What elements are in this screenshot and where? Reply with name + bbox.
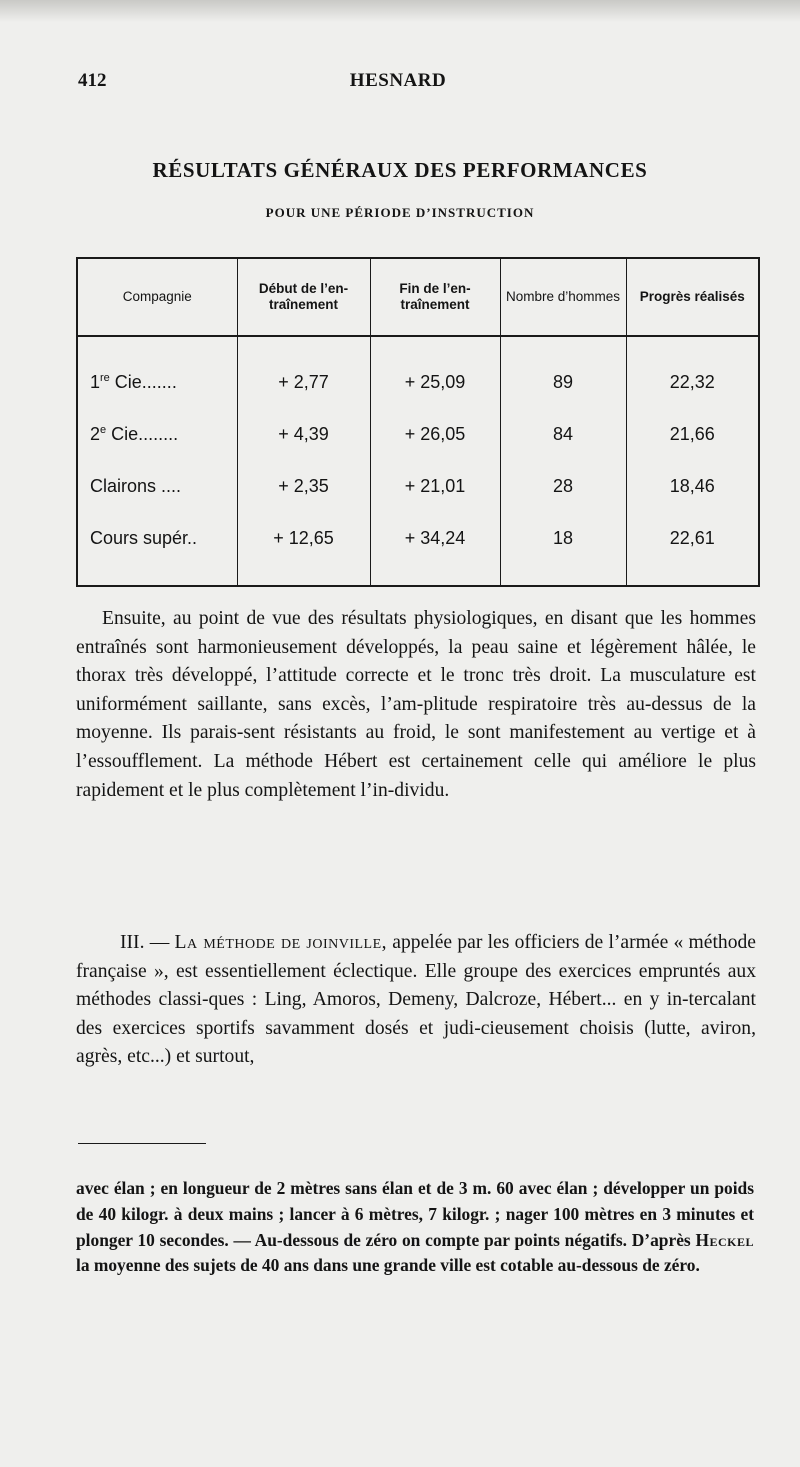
- cell-count: 28: [500, 460, 626, 512]
- cell-company: 1re Cie.......: [90, 371, 177, 392]
- header-count: Nombre d’hommes: [500, 258, 626, 336]
- author-name: Heckel: [695, 1229, 754, 1250]
- cell-progress: 21,66: [626, 408, 759, 460]
- table-row: [77, 408, 759, 460]
- cell-count: 84: [500, 408, 626, 460]
- header-start: Début de l’en-traînement: [237, 258, 370, 336]
- cell-company: 2e Cie........: [90, 423, 179, 444]
- footnote: avec élan ; en longueur de 2 mètres sans élan et de 3 m. 60 avec élan ; développer un poids de 40 kilogr. à deux mains ; lancer à 6 mètres, 7 kilogr. ; nager 100 mètres en 3 minutes et plonger 10 secondes. — Au-dessous de zéro on compte par points négatifs. D’après Heckel la moyenne des sujets de 40 ans dans une grande ville est cotable au-dessous de zéro.: [76, 1178, 754, 1276]
- body-paragraph-1: Ensuite, au point de vue des résultats physiologiques, en disant que les hommes entraînés sont harmonieusement développés, la peau saine et légèrement hâlée, le thorax très développé, l’attitude correcte et le tronc très droit. La musculature est uniformément saillante, sans excès, l’am-plitude respiratoire très au-dessus de la moyenne. Ils parais-sent résistants au froid, le sont manifestement au vertige et à l’essoufflement. La méthode Hébert est certainement celle qui améliore le plus rapidement et le plus complètement l’in-dividu.: [76, 608, 756, 801]
- cell-end: + 34,24: [370, 512, 500, 586]
- header-end: Fin de l’en-traînement: [370, 258, 500, 336]
- body-paragraph-2: III. — La méthode de joinville, appelée par les officiers de l’armée « méthode française », est essentiellement éclectique. Elle groupe des exercices empruntés aux méthodes classi-ques : Ling, Amoros, Demeny, Dalcroze, Hébert... en y in-tercalant des exercices sportifs savamment dosés et judi-cieusement choisis (lutte, aviron, agrès, etc...) et surtout,: [76, 932, 756, 1068]
- cell-start: + 4,39: [237, 408, 370, 460]
- method-name: La méthode de joinville,: [174, 932, 388, 953]
- cell-end: + 25,09: [370, 336, 500, 408]
- cell-company: Clairons ....: [90, 475, 182, 496]
- cell-count: 18: [500, 512, 626, 586]
- cell-progress: 18,46: [626, 460, 759, 512]
- page-header: [78, 70, 718, 100]
- cell-progress: 22,61: [626, 512, 759, 586]
- running-title: HESNARD: [349, 70, 447, 91]
- cell-start: + 12,65: [237, 512, 370, 586]
- table-row: [77, 460, 759, 512]
- cell-start: + 2,77: [237, 336, 370, 408]
- header-company: Compagnie: [77, 258, 237, 336]
- performance-table: [76, 257, 760, 587]
- cell-progress: 22,32: [626, 336, 759, 408]
- table-row: [77, 336, 759, 408]
- section-title: RÉSULTATS GÉNÉRAUX DES PERFORMANCES: [152, 158, 648, 182]
- scan-shadow: [0, 0, 800, 22]
- footnote-divider: [78, 1143, 206, 1144]
- section-subtitle: POUR UNE PÉRIODE D’INSTRUCTION: [265, 205, 535, 220]
- cell-end: + 26,05: [370, 408, 500, 460]
- cell-company: Cours supér..: [90, 527, 198, 548]
- cell-count: 89: [500, 336, 626, 408]
- cell-end: + 21,01: [370, 460, 500, 512]
- page-number: 412: [78, 70, 107, 91]
- table-row: [77, 512, 759, 586]
- header-progress: Progrès réalisés: [626, 258, 759, 336]
- table-header-row: [77, 258, 759, 336]
- cell-start: + 2,35: [237, 460, 370, 512]
